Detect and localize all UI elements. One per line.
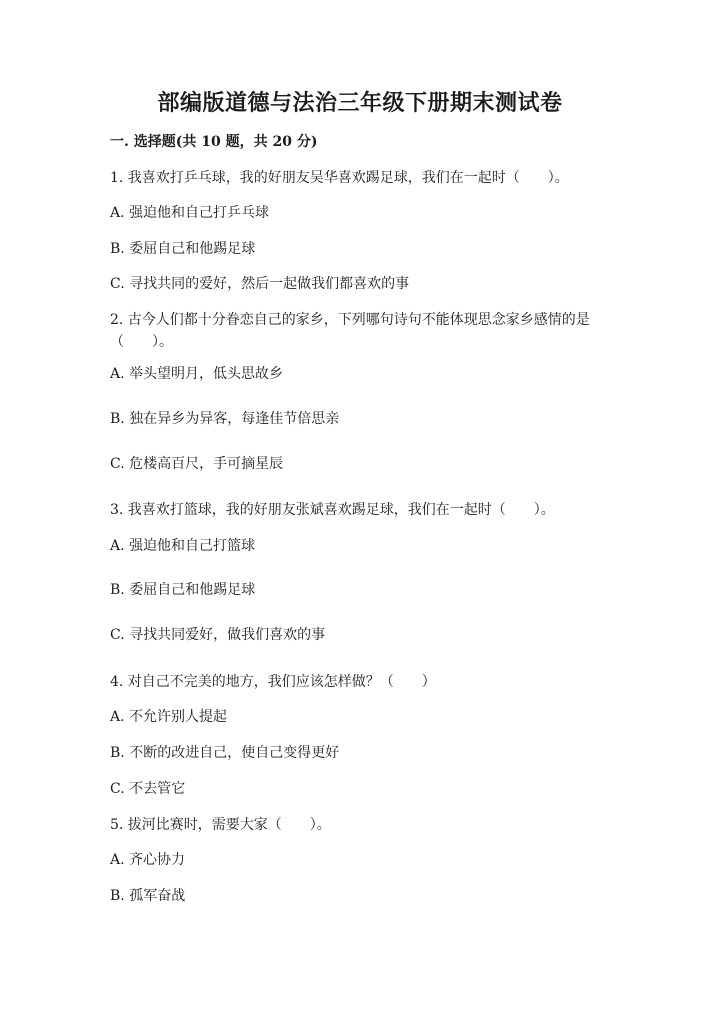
question-4-option-c: C. 不去管它 [110, 781, 186, 797]
question-4-stem: 4. 对自己不完美的地方，我们应该怎样做？（ ） [110, 674, 436, 690]
question-4-option-b: B. 不断的改进自己，使自己变得更好 [110, 745, 340, 761]
question-5-option-a: A. 齐心协力 [110, 852, 186, 868]
question-2-stem: 2. 古今人们都十分眷恋自己的家乡，下列哪句诗句不能体现思念家乡感情的是（ ）。 [110, 312, 590, 350]
question-4-option-a: A. 不允许别人提起 [110, 709, 228, 725]
exam-title: 部编版道德与法治三年级下册期末测试卷 [157, 90, 563, 116]
question-2-option-b: B. 独在异乡为异客，每逢佳节倍思亲 [110, 411, 340, 427]
question-1-option-c: C. 寻找共同的爱好，然后一起做我们都喜欢的事 [110, 276, 410, 292]
question-3-option-c: C. 寻找共同爱好，做我们喜欢的事 [110, 627, 326, 643]
section-heading: 一. 选择题(共 10 题，共 20 分) [110, 134, 318, 150]
question-1-option-a: A. 强迫他和自己打乒乓球 [110, 205, 270, 221]
question-5-stem: 5. 拔河比赛时，需要大家（ ）。 [110, 817, 331, 833]
question-5-option-b: B. 孤军奋战 [110, 888, 186, 904]
question-2-option-a: A. 举头望明月，低头思故乡 [110, 366, 284, 382]
question-3-stem: 3. 我喜欢打篮球，我的好朋友张斌喜欢踢足球，我们在一起时（ ）。 [110, 502, 555, 518]
question-3-option-b: B. 委屈自己和他踢足球 [110, 582, 256, 598]
question-1-stem: 1. 我喜欢打乒乓球，我的好朋友吴华喜欢踢足球，我们在一起时（ ）。 [110, 170, 569, 186]
question-3-option-a: A. 强迫他和自己打篮球 [110, 538, 256, 554]
question-2-option-c: C. 危楼高百尺，手可摘星辰 [110, 456, 284, 472]
question-1-option-b: B. 委屈自己和他踢足球 [110, 241, 256, 257]
